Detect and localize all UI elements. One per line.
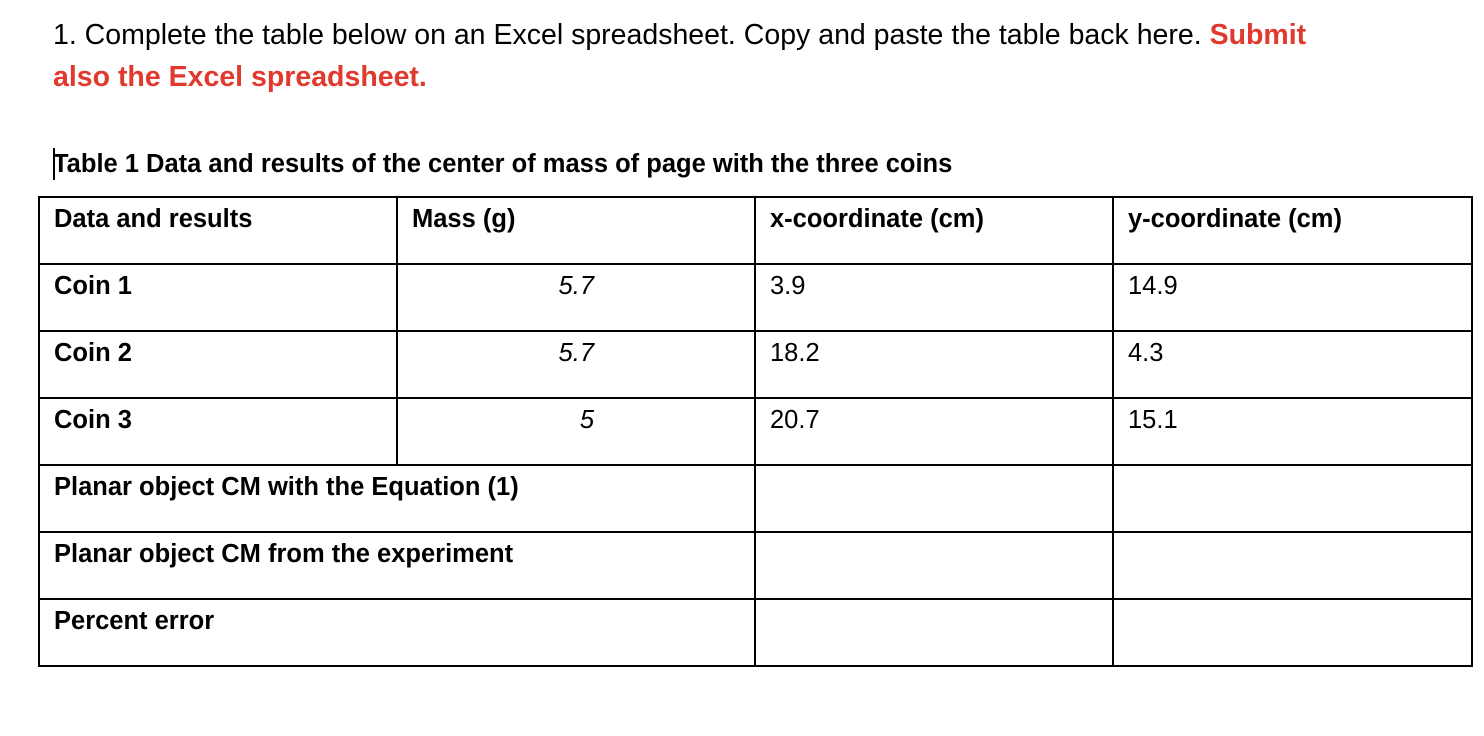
table-header-row [39,197,1472,264]
percent-error-x[interactable] [755,599,1113,666]
cm-experiment-label[interactable]: Planar object CM from the experiment [39,532,755,599]
coin-3-label[interactable]: Coin 3 [39,398,397,465]
coin-2-label[interactable]: Coin 2 [39,331,397,398]
data-results-table [38,196,1473,667]
percent-error-y[interactable] [1113,599,1472,666]
table-row-coin-1 [39,264,1472,331]
table-row-coin-3 [39,398,1472,465]
table-row-coin-2 [39,331,1472,398]
instruction-emphasis: Submit also the Excel spreadsheet. [53,19,1307,93]
coin-3-mass[interactable]: 5 [397,398,755,465]
table-row-cm-experiment [39,532,1472,599]
cm-equation-label[interactable]: Planar object CM with the Equation (1) [39,465,755,532]
coin-3-y[interactable]: 15.1 [1113,398,1472,465]
coin-2-mass[interactable]: 5.7 [397,331,755,398]
instruction-text [53,14,1353,98]
coin-1-label[interactable]: Coin 1 [39,264,397,331]
header-x-coordinate[interactable]: x-coordinate (cm) [755,197,1113,264]
table-row-percent-error [39,599,1472,666]
cm-equation-y[interactable] [1113,465,1472,532]
coin-2-y[interactable]: 4.3 [1113,331,1472,398]
coin-1-x[interactable]: 3.9 [755,264,1113,331]
instruction-main: 1. Complete the table below on an Excel spreadsheet. Copy and paste the table back here. [53,19,1202,51]
coin-2-x[interactable]: 18.2 [755,331,1113,398]
cm-experiment-y[interactable] [1113,532,1472,599]
coin-3-x[interactable]: 20.7 [755,398,1113,465]
header-data-and-results[interactable]: Data and results [39,197,397,264]
header-mass[interactable]: Mass (g) [397,197,755,264]
table-row-cm-equation [39,465,1472,532]
coin-1-y[interactable]: 14.9 [1113,264,1472,331]
percent-error-label[interactable]: Percent error [39,599,755,666]
cm-equation-x[interactable] [755,465,1113,532]
cm-experiment-x[interactable] [755,532,1113,599]
table-caption: Table 1 Data and results of the center of mass of page with the three coins [53,150,953,178]
coin-1-mass[interactable]: 5.7 [397,264,755,331]
header-y-coordinate[interactable]: y-coordinate (cm) [1113,197,1472,264]
